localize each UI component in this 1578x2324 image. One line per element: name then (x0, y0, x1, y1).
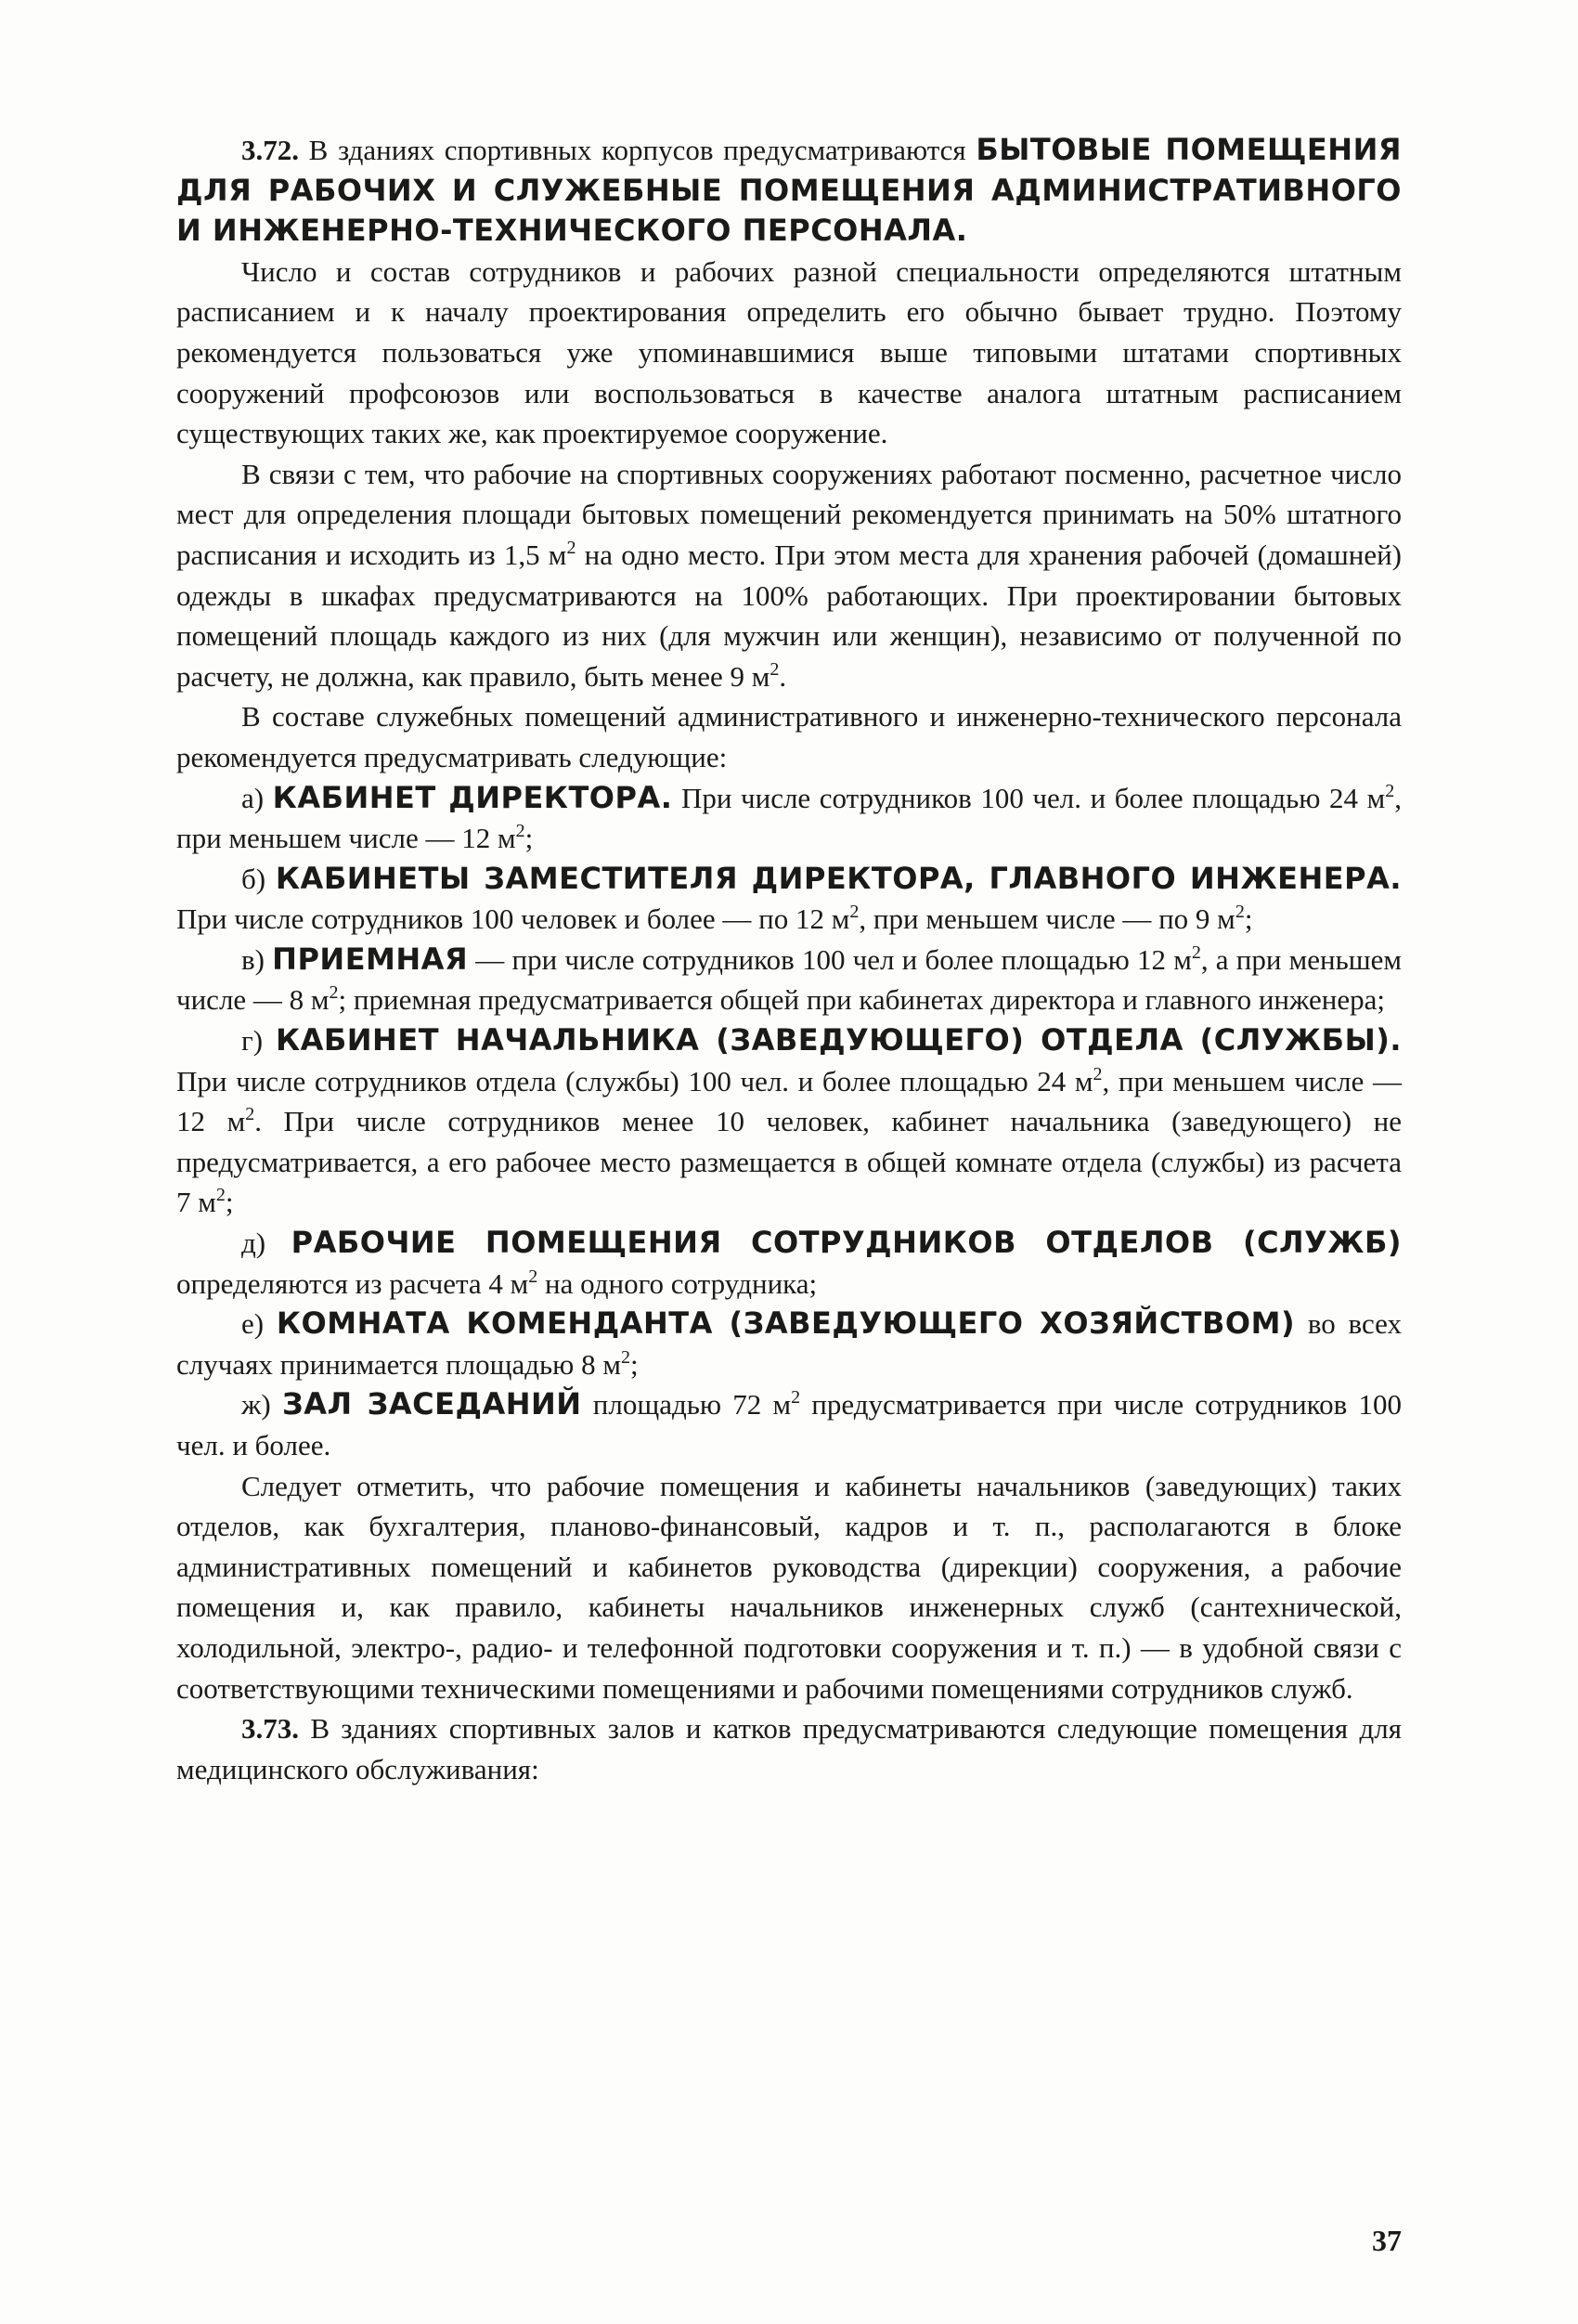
list-item-v: в) ПРИЕМНАЯ — при числе сотрудников 100 чел и более площадью 12 $м^2$, а при меньшем числе — 8 $м^2$; приемная предусматривается общей при кабинетах директора и главного инженера; (176, 941, 1402, 1017)
paragraph-list-intro: В составе служебных помещений административного и инженерно-технического персонала рекомендуется предусматривать следующие: (176, 700, 1402, 773)
item-heading: РАБОЧИЕ ПОМЕЩЕНИЯ СОТРУДНИКОВ ОТДЕЛОВ (СЛУЖБ) (291, 1225, 1402, 1261)
section-heading: БЫТОВЫЕ ПОМЕЩЕНИЯ ДЛЯ РАБОЧИХ И СЛУЖЕБНЫЕ ПОМЕЩЕНИЯ АДМИНИСТРАТИВНОГО И ИНЖЕНЕРНО-ТЕХНИЧЕСКОГО ПЕРСОНАЛА. (176, 132, 1402, 249)
item-heading: КАБИНЕТЫ ЗАМЕСТИТЕЛЯ ДИРЕКТОРА, ГЛАВНОГО ИНЖЕНЕРА. (275, 860, 1402, 896)
page-number: 37 (1372, 2224, 1402, 2257)
list-item-d: д) РАБОЧИЕ ПОМЕЩЕНИЯ СОТРУДНИКОВ ОТДЕЛОВ (СЛУЖБ) определяются из расчета 4 $м^2$ на одного сотрудника; (176, 1225, 1402, 1300)
item-heading: КОМНАТА КОМЕНДАНТА (ЗАВЕДУЮЩЕГО ХОЗЯЙСТВОМ) (276, 1305, 1296, 1342)
list-item-zh: ж) ЗАЛ ЗАСЕДАНИЙ площадью 72 $м^2$ предусматривается при числе сотрудников 100 чел. и более. (176, 1386, 1402, 1461)
section-number: 3.73. (241, 1712, 299, 1746)
paragraph-shift: В связи с тем, что рабочие на спортивных сооружениях работают посменно, расчетное число мест для определения площади бытовых помещений рекомендуется принимать на 50% штатного расписания и исходить из 1,5 $м^2$ на одно место. При этом места для хранения рабочей (домашней) одежды в шкафах предусматриваются на 100% работающих. При проектировании бытовых помещений площадь каждого из них (для мужчин или женщин), независимо от полученной по расчету, не должна, как правило, быть менее 9 $м^2$. (176, 457, 1402, 693)
list-item-a: а) КАБИНЕТ ДИРЕКТОРА. При числе сотрудников 100 чел. и более площадью 24 $м^2$, при меньшем числе — 12 $м^2$; (176, 779, 1402, 855)
list-item-g: г) КАБИНЕТ НАЧАЛЬНИКА (ЗАВЕДУЮЩЕГО) ОТДЕЛА (СЛУЖБЫ). При числе сотрудников отдела (службы) 100 чел. и более площадью 24 $м^2$, при меньшем числе — 12 $м^2$. При числе сотрудников менее 10 человек, кабинет начальника (заведующего) не предусматривается, а его рабочее место размещается в общей комнате отдела (службы) из расчета 7 $м^2$; (176, 1022, 1403, 1219)
item-heading: ПРИЕМНАЯ (272, 941, 469, 977)
section-3-72: 3.72. В зданиях спортивных корпусов предусматриваются БЫТОВЫЕ ПОМЕЩЕНИЯ ДЛЯ РАБОЧИХ И СЛУЖЕБНЫЕ ПОМЕЩЕНИЯ АДМИНИСТРАТИВНОГО И ИНЖЕНЕРНО-ТЕХНИЧЕСКОГО ПЕРСОНАЛА. (176, 132, 1402, 249)
list-item-e: е) КОМНАТА КОМЕНДАНТА (ЗАВЕДУЮЩЕГО ХОЗЯЙСТВОМ) во всех случаях принимается площадью 8 $м^2$; (176, 1305, 1402, 1381)
section-number: 3.72. (241, 134, 299, 166)
section-3-73: 3.73. В зданиях спортивных залов и катков предусматриваются следующие помещения для медицинского обслуживания: (176, 1712, 1402, 1785)
item-heading: КАБИНЕТ ДИРЕКТОРА. (272, 779, 673, 815)
item-heading: КАБИНЕТ НАЧАЛЬНИКА (ЗАВЕДУЮЩЕГО) ОТДЕЛА (СЛУЖБЫ). (275, 1022, 1403, 1058)
item-heading: ЗАЛ ЗАСЕДАНИЙ (281, 1386, 582, 1422)
paragraph-note: Следует отметить, что рабочие помещения и кабинеты начальников (заведующих) таких отделов, как бухгалтерия, планово-финансовый, кадров и т. п., располагаются в блоке административных помещений и кабинетов руководства (дирекции) сооружения, а рабочие помещения и, как правило, кабинеты начальников инженерных служб (сантехнической, холодильной, электро-, радио- и телефонной подготовки сооружения и т. п.) — в удобной связи с соответствующими техническими помещениями и рабочими помещениями сотрудников служб. (176, 1469, 1402, 1705)
list-item-b: б) КАБИНЕТЫ ЗАМЕСТИТЕЛЯ ДИРЕКТОРА, ГЛАВНОГО ИНЖЕНЕРА. При числе сотрудников 100 человек и более — по 12 $м^2$, при меньшем числе — по 9 $м^2$; (176, 860, 1402, 936)
paragraph-staff: Число и состав сотрудников и рабочих разной специальности определяются штатным расписанием и к началу проектирования определить его обычно бывает трудно. Поэтому рекомендуется пользоваться уже упоминавшимися выше типовыми штатами спортивных сооружений профсоюзов или воспользоваться в качестве аналога штатным расписанием существующих таких же, как проектируемое сооружение. (176, 254, 1402, 450)
body-text (176, 130, 1402, 1789)
